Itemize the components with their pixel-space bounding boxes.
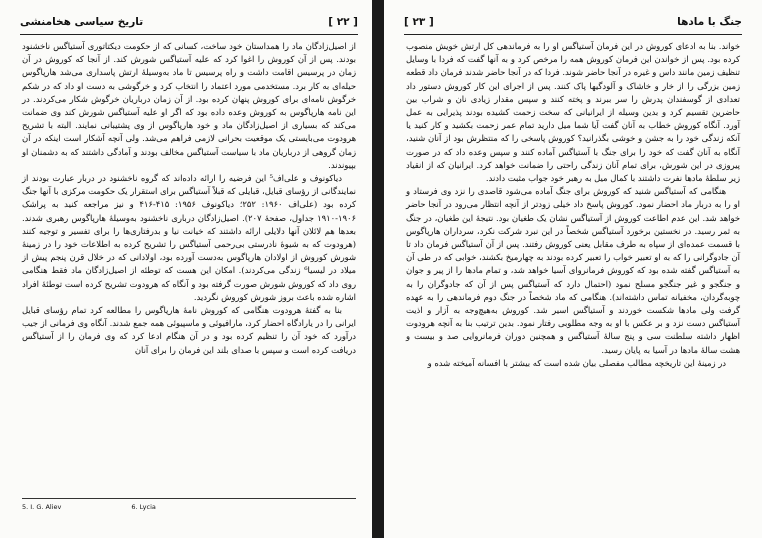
paragraph: خواند. بنا به ادعای کوروش در این فرمان آستیاگس او را به فرماندهی کل ارتش خویش منصوب کرده بود. پس از خواندن این فرمان کوروش همه را مرخص کرد و به آنها گفت که فردا با وسایل تنظیف زمین مانند داس و غیره در آنجا حاضر شوند. فردا که در آنجا حاضر شدند فرمان داد قطعه زمین بزرگی را از خار و خاشاک و آلودگیها پاک کنند. پس از اجرای این کار کوروش دستور داد تعدادی از گوسفندان پدرش را سر ببرند و پخته کنند و سپس مقدار زیادی نان و شراب بین حاضرین تقسیم کرد و بدین وسیله از ایرانیانی که سخت زحمت کشیده بودند پذیرایی به عمل آورد. آنگاه کوروش خطاب به آنان گفت آیا شما میل دارید تمام عمر زحمت بکشید و کار کنید یا آنکه زندگی خود را به جشن و خوشی بگذرانید؟ کوروش پاسخی را که منتظرش بود از آنان شنید، آنگاه به آنان گفت که خود را برای جنگ با آستیاگس آماده کنند و سپس وعده داد که در صورت پیروزی در این شورش، برای تمام آنان زندگی راحتی را ضمانت خواهد کرد. ایرانیان که از انقیاد زیر سلطهٔ مادها نفرت داشتند با کمال میل به رهبر خود جواب مثبت دادند. — [406, 41, 740, 184]
right-page-running-title: جنگ با مادها — [677, 16, 742, 28]
left-page — [0, 0, 378, 538]
left-page-header — [20, 12, 358, 32]
left-page-number: [ ۲۲ ] — [328, 16, 358, 28]
paragraph: در زمینهٔ این تاریخچه مطالب مفصلی بیان شده است که بیشتر با افسانه آمیخته شده و — [427, 357, 726, 368]
paragraph: از اصیل‌زادگان ماد را همداستان خود ساخت، کسانی که از حکومت دیکتاتوری آستیاگس ناخشنود بودند. پس از آن کوروش را اغوا کرد که علیه آستیاگس شورش کند. از آنجا که کوروش در آن زمان در پرسیس اقامت داشت و راه پرسیس تا ماد به‌وسیلهٔ ارتش پاسداری می‌شد هارپاگوس حیله‌ای به کار برد. مستخدمی مورد اعتماد را انتخاب کرد و خرگوشی به دست او داد که در شکم خرگوش نامه‌ای برای کوروش پنهان کرده بود. از آن زمان درباریان خرگوش شکار می‌کردند. در این نامه هارپاگوس به کوروش وعده داده بود که اگر او علیه آستیاگس شورش کند وی ضمانت می‌کند که بسیاری از اصیل‌زادگان ماد و خود هارپاگوس از وی پشتیبانی نمایند. البته با تشریح هرودوت می‌بایستی یک موقعیت بحرانی لازمی فراهم می‌شد. ولی آنچه آشکار است اینکه در آن زمان گروهی از درباریان ماد با سیاست آستیاگس مخالف بودند و آمادگی داشتند که به دشمنان او بپیوندند. — [22, 41, 356, 170]
left-page-body — [22, 40, 356, 357]
header-rule — [20, 34, 358, 35]
right-page-number: [ ۲۳ ] — [404, 16, 434, 28]
header-rule — [404, 34, 742, 35]
footnote: 6. Lycia — [131, 503, 156, 511]
left-page-running-title: تاریخ سیاسی هخامنشی — [20, 16, 144, 28]
paragraph: دیاکونوف و علی‌اف⁵ این فرضیه را ارائه داده‌اند که گروه ناخشنود در دربار عبارت بودند از نمایندگانی از رؤسای قبایل، قبایلی که قبلاً آستیاگس برای استقرار یک حکومت مرکزی با آنها جنگ کرده بود (علی‌اف ۱۹۶۰: ۲۵۲؛ دیاکونوف ۱۹۵۶: ۴۱۵-۴۱۶ و نیز مراجعه کنید به پراشک ۱۹۰۶-۱۹۱۰ جداول، صفحهٔ ۲۰۷). اصیل‌زادگان درباری ناخشنود به‌وسیلهٔ هارپاگوس رهبری شدند. بعدها هم لائلان آنها دلایلی ارائه داشتند که خیانت نیا و بدرفتاری‌ها را برای تفسیر و توجیه کنند (هرودوت که به شیوهٔ نادرستی بی‌رحمی آستیاگس را تشریح کرده به اطلاعات خود را در زمینهٔ شورش کوروش از اولادان هارپاگوس به‌دست آورده بود، اولادانی که در خلال قرن پنجم پیش از میلاد در لیسیا⁶ زندگی می‌کردند). امکان این هست که توطئه از اصیل‌زادگان ماد فقط هنگامی روی داد که کوروش شورش صورت گرفته بود و آنگاه که هرودوت تشریح کرده است توطئهٔ افراد اشاره شده باعث بروز شورش کوروش نگردید. — [22, 173, 357, 302]
paragraph: هنگامی که آستیاگس شنید که کوروش برای جنگ آماده می‌شود قاصدی را نزد وی فرستاد و او را به دربار ماد احضار نمود. کوروش پاسخ داد خیلی زودتر از آنچه انتظار می‌رود در آنجا حاضر خواهد شد. این عدم اطاعت کوروش از آستیاگس نشان یک طغیان بود. نتیجهٔ این طغیان، در جنگ به ثمر رسید. در نخستین برخورد آستیاگس شخصاً در این نبرد شرکت نکرد، سرداران هارپاگوس با قسمت عمده‌ای از سپاه به طرف مقابل یعنی کوروش رفتند. پس از آن آستیاگس فرمان داد تا آن جادوگرانی را که به او تعبیر خواب را تعبیر کرده بودند به چهارمیخ بکشند، خوابی که در طی آن به آستیاگس گفته شده بود که کوروش فرمانروای آسیا خواهد شد، و تمام مادها را از پیر و جوان و جنگجو و غیر جنگجو مسلح نمود (احتمال دارد که آستیاگس پس از آن که جادوگران را به چوبه‌گردان، مخفیانه تماس داشته‌اند). هنگامی که ماد شخصاً در جنگ دوم فرماندهی را به عهده گرفت ولی مادها شکست خوردند و آستیاگس اسیر شد. کوروش به‌هیچ‌وجه به آزار و اذیت آستیاگس دست نزد و بر عکس با او به وجه مطلوبی رفتار نمود. بدین ترتیب بنا به آنچه هرودوت اظهار داشته سلطنت سی و پنج سالهٔ آستیاگس و همچنین دوران فرمانروایی صد و بیست و هشت سالهٔ مادها در آسیا به پایان رسید. — [406, 186, 740, 355]
footnotes — [22, 498, 356, 511]
right-page-header — [404, 12, 742, 32]
footnote: 5. I. G. Aliev — [22, 503, 62, 511]
paragraph: بنا به گفتهٔ هرودوت هنگامی که کوروش نامهٔ هارپاگوس را مطالعه کرد تمام رؤسای قبایل ایرانی را در یارادگاه احضار کرد، مارافیوئی و ماسپیوئی همه جمع شدند. آنگاه وی فرمانی از جیب درآورد که خود آن را تنظیم کرده بود و در آن هنگام ادعا کرد که وی فرمان را از آستیاگس دریافت کرده است و سپس با صدای بلند این فرمان را برای آنان — [22, 305, 356, 355]
right-page-body — [406, 40, 740, 370]
right-page — [384, 0, 762, 538]
